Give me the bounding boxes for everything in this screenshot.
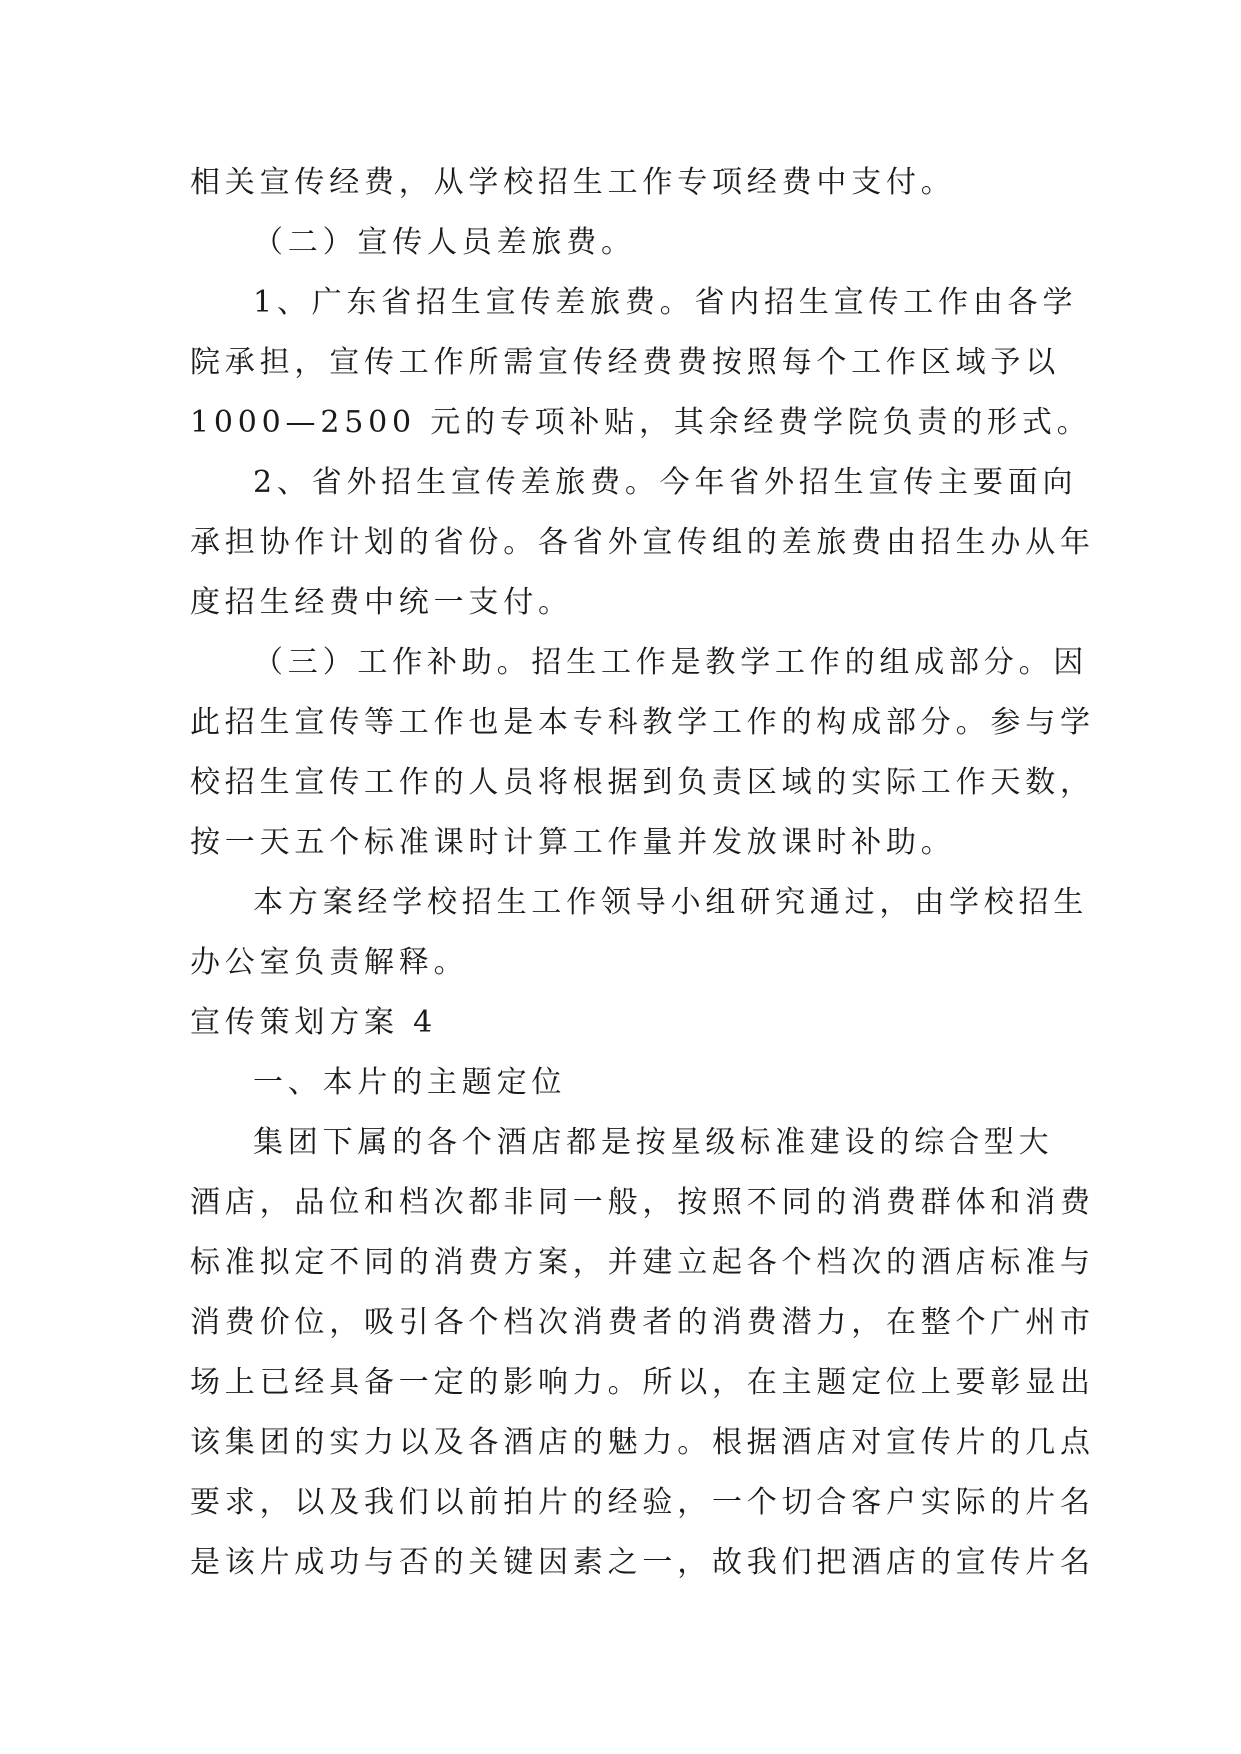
paragraph-line-10: 此招生宣传等工作也是本专科教学工作的构成部分。参与学 <box>190 705 1095 740</box>
paragraph-line-13: 本方案经学校招生工作领导小组研究通过，由学校招生 <box>253 885 1089 920</box>
paragraph-line-17: 集团下属的各个酒店都是按星级标准建设的综合型大 <box>253 1125 1054 1160</box>
paragraph-line-18: 酒店，品位和档次都非同一般，按照不同的消费群体和消费 <box>190 1185 1095 1220</box>
paragraph-line-8: 度招生经费中统一支付。 <box>190 585 573 620</box>
paragraph-line-20: 消费价位，吸引各个档次消费者的消费潜力，在整个广州市 <box>190 1305 1095 1340</box>
paragraph-line-1: 相关宣传经费，从学校招生工作专项经费中支付。 <box>190 165 956 200</box>
paragraph-line-19: 标准拟定不同的消费方案，并建立起各个档次的酒店标准与 <box>190 1245 1095 1280</box>
paragraph-line-21: 场上已经具备一定的影响力。所以，在主题定位上要彰显出 <box>190 1365 1095 1400</box>
paragraph-line-11: 校招生宣传工作的人员将根据到负责区域的实际工作天数， <box>190 765 1095 800</box>
paragraph-line-12: 按一天五个标准课时计算工作量并发放课时补助。 <box>190 825 956 860</box>
subsection-heading: 一、本片的主题定位 <box>253 1065 567 1100</box>
paragraph-line-22: 该集团的实力以及各酒店的魅力。根据酒店对宣传片的几点 <box>190 1425 1095 1460</box>
paragraph-line-24: 是该片成功与否的关键因素之一，故我们把酒店的宣传片名 <box>190 1545 1095 1580</box>
paragraph-line-23: 要求，以及我们以前拍片的经验，一个切合客户实际的片名 <box>190 1485 1095 1520</box>
paragraph-line-9: （三）工作补助。招生工作是教学工作的组成部分。因 <box>253 645 1089 680</box>
section-title: 宣传策划方案 4 <box>190 1005 438 1040</box>
paragraph-line-4: 院承担，宣传工作所需宣传经费费按照每个工作区域予以 <box>190 345 1060 380</box>
paragraph-line-6: 2、省外招生宣传差旅费。今年省外招生宣传主要面向 <box>253 465 1078 500</box>
paragraph-line-7: 承担协作计划的省份。各省外宣传组的差旅费由招生办从年 <box>190 525 1095 560</box>
section-heading-travel-expenses: （二）宣传人员差旅费。 <box>253 225 636 260</box>
paragraph-line-14: 办公室负责解释。 <box>190 945 469 980</box>
paragraph-line-3: 1、广东省招生宣传差旅费。省内招生宣传工作由各学 <box>253 285 1078 320</box>
paragraph-line-5: 1000—2500 元的专项补贴，其余经费学院负责的形式。 <box>190 405 1092 440</box>
